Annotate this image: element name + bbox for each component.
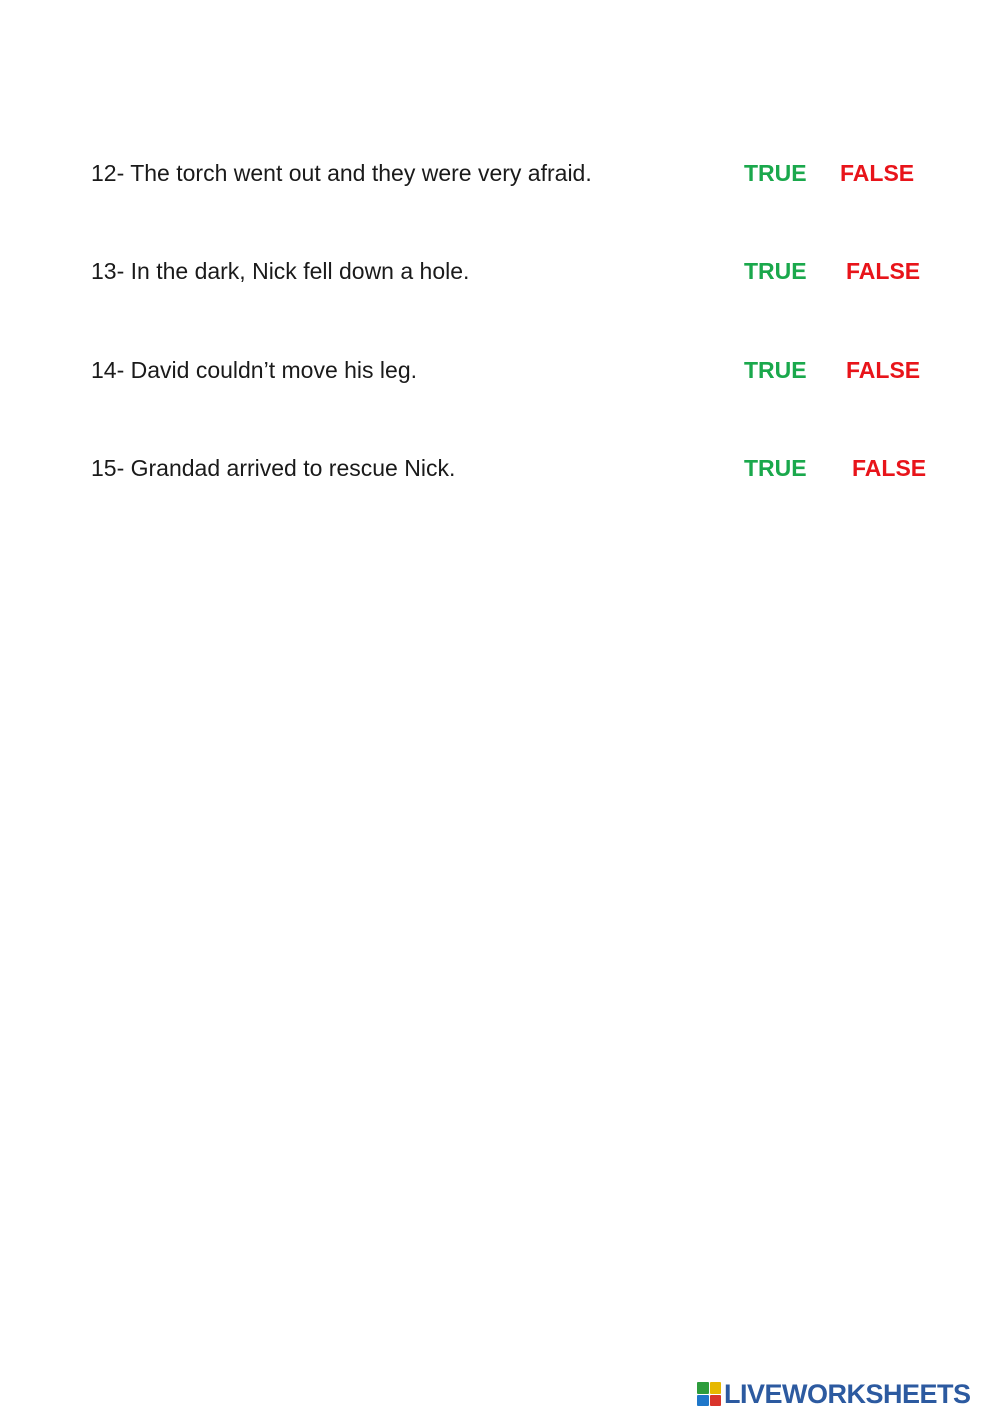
question-12	[91, 153, 951, 193]
false-option[interactable]: FALSE	[852, 455, 927, 481]
question-13	[91, 251, 951, 291]
false-option[interactable]: FALSE	[846, 258, 921, 284]
false-option[interactable]: FALSE	[846, 357, 921, 383]
question-15	[91, 448, 951, 488]
liveworksheets-logo	[697, 1378, 971, 1410]
true-option[interactable]: TRUE	[744, 455, 807, 481]
true-option[interactable]: TRUE	[744, 357, 807, 383]
question-text: 13- In the dark, Nick fell down a hole.	[91, 258, 470, 284]
true-option[interactable]: TRUE	[744, 258, 807, 284]
true-option[interactable]: TRUE	[744, 160, 807, 186]
question-text: 15- Grandad arrived to rescue Nick.	[91, 455, 456, 481]
question-14	[91, 350, 951, 390]
false-option[interactable]: FALSE	[840, 160, 915, 186]
question-text: 12- The torch went out and they were very afraid.	[91, 160, 592, 186]
liveworksheets-logo-icon	[697, 1382, 721, 1406]
brand-name: LIVEWORKSHEETS	[724, 1379, 971, 1409]
question-text: 14- David couldn’t move his leg.	[91, 357, 417, 383]
